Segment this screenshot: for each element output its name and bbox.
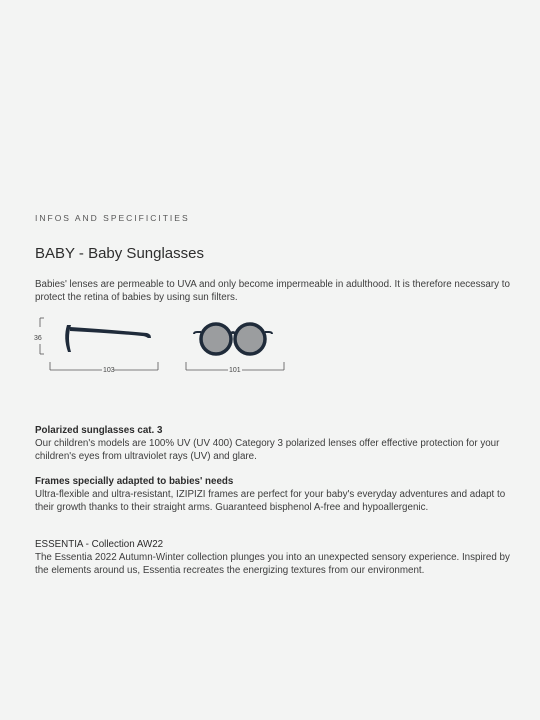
size-diagram [30,310,300,380]
feature-title: Frames specially adapted to babies' needs [35,476,234,487]
feature-collection [35,538,510,577]
arm-length-dimension [50,362,158,374]
front-view-glasses-icon [194,324,272,354]
feature-title: ESSENTIA - Collection AW22 [35,539,164,550]
feature-text: Our children's models are 100% UV (UV 400) Category 3 polarized lenses offer effective protection for your children's eyes from ultraviolet rays (UV) and glare. [35,438,500,462]
feature-title: Polarized sunglasses cat. 3 [35,425,163,436]
frame-width-dimension [186,362,284,374]
frame-width-label: 101 [229,367,241,374]
height-label: 36 [34,335,42,342]
section-tag: INFOS AND SPECIFICITIES [35,213,190,223]
side-view-glasses-icon [65,325,151,352]
height-dimension [34,318,44,354]
arm-length-label: 103 [103,367,115,374]
feature-frames [35,475,510,514]
feature-text: Ultra-flexible and ultra-resistant, IZIPIZI frames are perfect for your baby's everyday adventures and adapt to their growth thanks to their straight arms. Guaranteed bisphenol A-free and hypoallergenic. [35,489,506,513]
page-title: BABY - Baby Sunglasses [35,245,204,262]
intro-text: Babies' lenses are permeable to UVA and only become impermeable in adulthood. It is therefore necessary to protect the retina of babies by using sun filters. [35,279,510,303]
feature-text: The Essentia 2022 Autumn-Winter collection plunges you into an unexpected sensory experience. Inspired by the elements around us, Essentia recreates the energizing textures from our environment. [35,552,510,576]
feature-polarized [35,424,510,463]
